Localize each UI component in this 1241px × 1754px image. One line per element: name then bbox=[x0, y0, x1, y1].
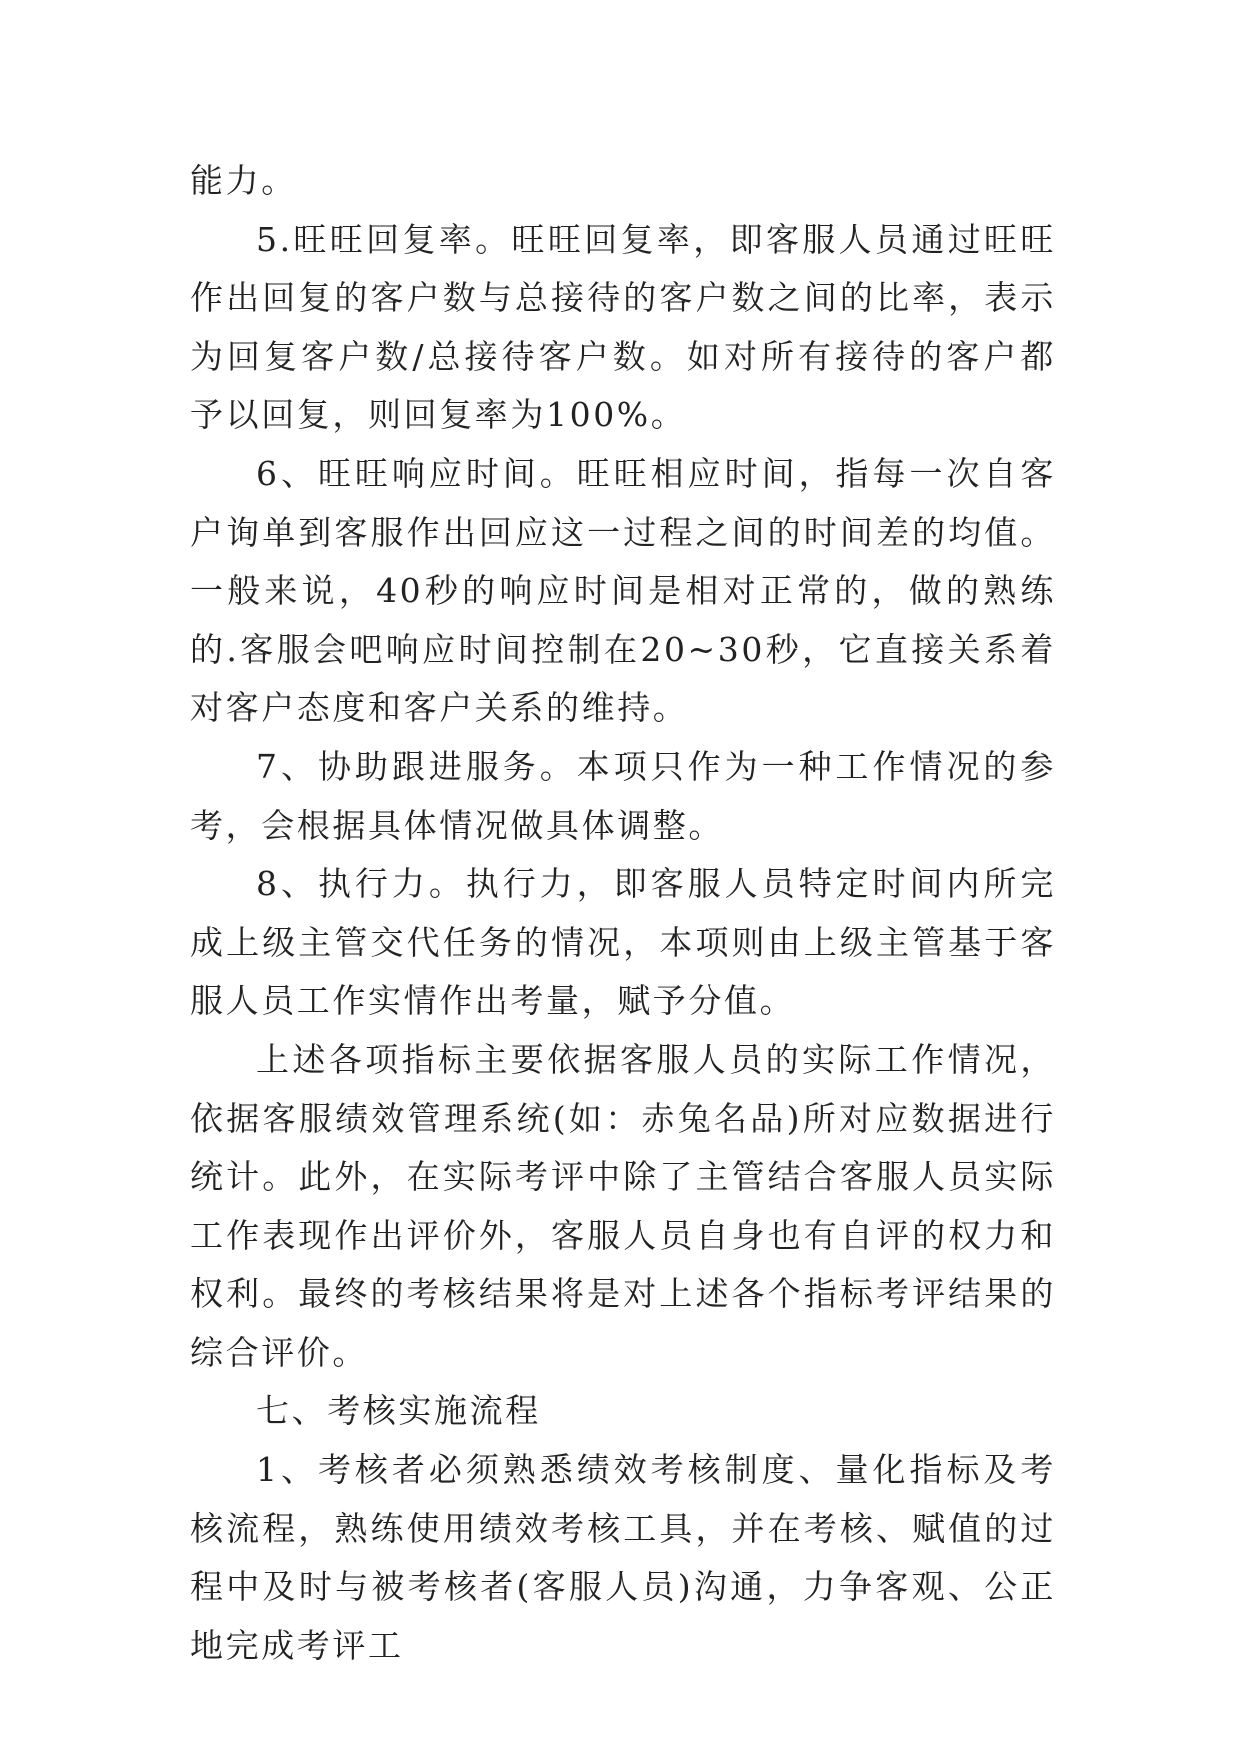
document-body bbox=[190, 152, 1056, 1675]
paragraph-continuation: 能力。 bbox=[190, 161, 297, 200]
paragraph-summary: 上述各项指标主要依据客服人员的实际工作情况，依据客服绩效管理系统(如：赤兔名品)所对应数据进行统计。此外，在实际考评中除了主管结合客服人员实际工作表现作出评价外，客服人员自身也有自评的权力和权利。最终的考核结果将是对上述各个指标考评结果的综合评价。 bbox=[190, 1039, 1056, 1372]
section-heading-assessment-process: 七、考核实施流程 bbox=[256, 1391, 541, 1431]
paragraph-follow-up-service: 7、协助跟进服务。本项只作为一种工作情况的参考，会根据具体情况做具体调整。 bbox=[190, 746, 1056, 845]
paragraph-execution: 8、执行力。执行力，即客服人员特定时间内所完成上级主管交代任务的情况，本项则由上级主管基于客服人员工作实情作出考量，赋予分值。 bbox=[190, 864, 1056, 1021]
paragraph-assessor-requirements: 1、考核者必须熟悉绩效考核制度、量化指标及考核流程，熟练使用绩效考核工具，并在考核、赋值的过程中及时与被考核者(客服人员)沟通，力争客观、公正地完成考评工 bbox=[190, 1450, 1056, 1665]
paragraph-wangwang-response-time: 6、旺旺响应时间。旺旺相应时间，指每一次自客户询单到客服作出回应这一过程之间的时间差的均值。一般来说，40秒的响应时间是相对正常的，做的熟练的.客服会吧响应时间控制在20~30秒，它直接关系着对客户态度和客户关系的维持。 bbox=[190, 453, 1056, 728]
paragraph-wangwang-reply-rate: 5.旺旺回复率。旺旺回复率，即客服人员通过旺旺作出回复的客户数与总接待的客户数之间的比率，表示为回复客户数/总接待客户数。如对所有接待的客户都予以回复，则回复率为100%。 bbox=[190, 219, 1056, 435]
